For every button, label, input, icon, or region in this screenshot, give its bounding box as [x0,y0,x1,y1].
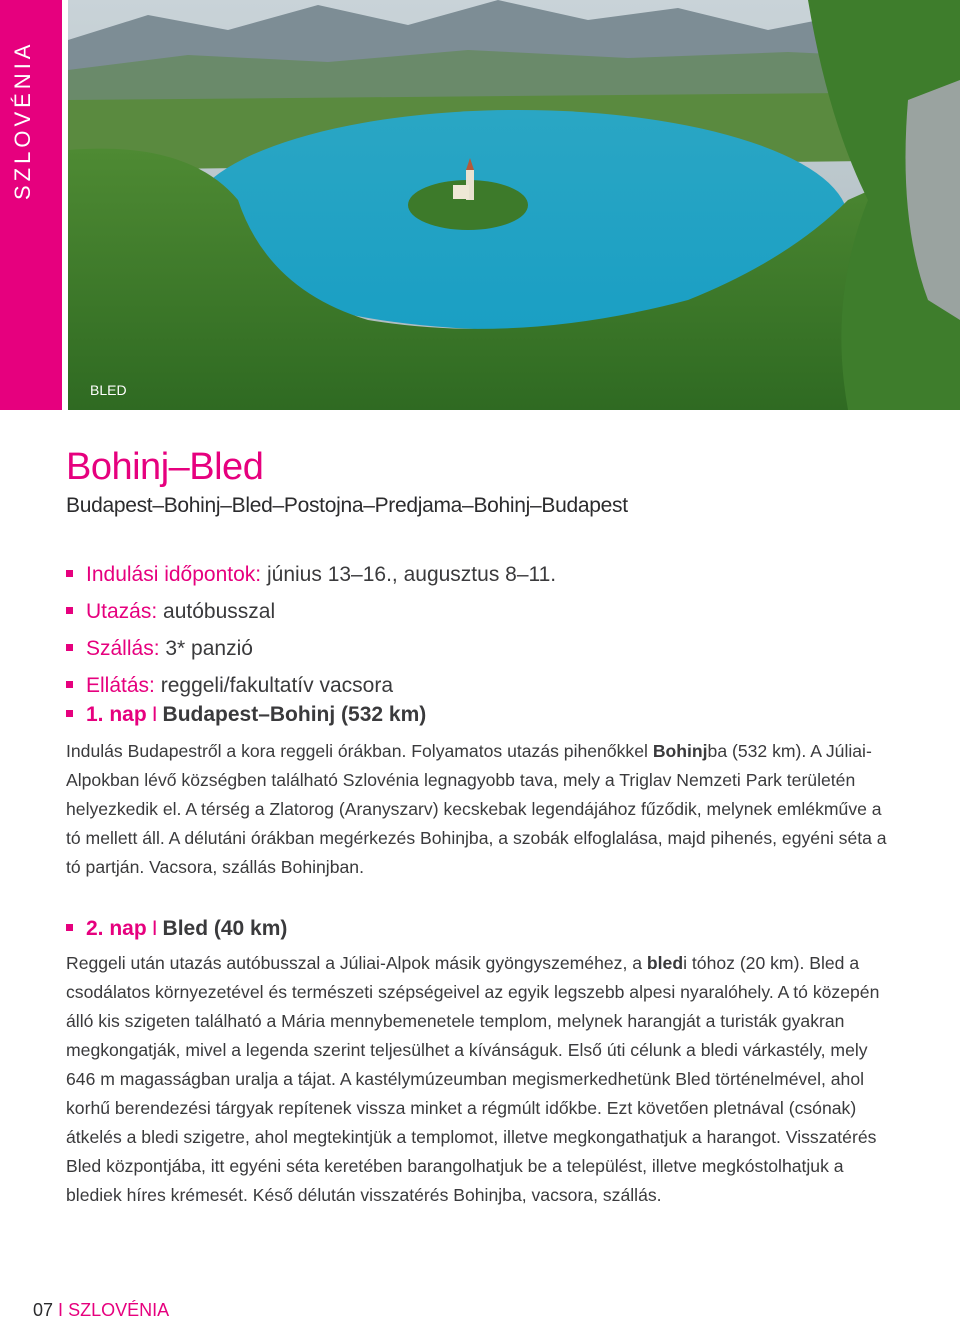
fact-accommodation [66,637,556,674]
bullet-icon [66,710,73,717]
photo-caption: BLED [90,382,127,398]
fact-value: június 13–16., augusztus 8–11. [266,563,557,586]
bullet-icon [66,924,73,931]
day-title: Budapest–Bohinj (532 km) [162,703,427,726]
text-part: i tóhoz (20 km). Bled a csodálatos környezetével és természeti szépségeivel az egyik legszebb alpesi nyaralóhely. A tó közepén álló kis szigeten található a Mária mennybemenetele templom, melynek harangját a turisták gyakran megkongatják, mivel a legenda szerint teljesülhet a kívánságuk. Első úti célunk a bledi várkastély, mely 646 m magasságban uralja a tájat. A kastélymúzeumban megismerkedhetünk Bled történelmével, ahol korhű berendezési tárgyak repítenek vissza minket a régmúlt időkbe. Ezt követően pletnával (csónak) átkelés a bledi szigetre, ahol megtekintjük a templomot, illetve megkongathatjuk a harangot. Visszatérés Bled központjába, itt egyéni séta keretében barangolhatjuk be a települést, illetve megkóstolhatjuk a blediek híres krémesét. Késő délután visszatérés Bohinjba, vacsora, szállás. [66,953,880,1205]
fact-value: reggeli/fakultatív vacsora [160,674,394,697]
highlight-bohinj: Bohinj [652,741,708,761]
footer-title: SZLOVÉNIA [68,1300,170,1320]
fact-label: Utazás: [86,600,158,623]
day-2-text [66,949,896,1210]
day-2-heading [66,917,287,941]
day-title: Bled (40 km) [162,917,288,940]
fact-label: Ellátás: [86,674,155,697]
page-footer [33,1300,169,1321]
page-title: Bohinj–Bled [66,446,264,488]
day-1-heading [66,703,426,727]
day-number: 2. nap [86,917,147,940]
footer-separator: I [58,1300,64,1320]
side-band [0,0,62,410]
trip-facts [66,563,556,711]
fact-value: autóbusszal [163,600,276,623]
fact-departure [66,563,556,600]
page-number: 07 [33,1300,54,1320]
day-1-text [66,737,896,882]
separator: I [151,917,158,940]
bullet-icon [66,644,73,651]
fact-label: Szállás: [86,637,160,660]
text-part: Indulás Budapestről a kora reggeli órákban. Folyamatos utazás pihenőkkel [66,741,653,761]
lake-bled-photo [68,0,960,410]
route-subtitle: Budapest–Bohinj–Bled–Postojna–Predjama–Bohinj–Budapest [66,494,628,517]
bullet-icon [66,681,73,688]
fact-travel [66,600,556,637]
separator: I [151,703,158,726]
bullet-icon [66,570,73,577]
photo-graphic [68,0,960,410]
side-label: SZLOVÉNIA [10,40,35,200]
bullet-icon [66,607,73,614]
fact-label: Indulási időpontok: [86,563,262,586]
highlight-bled: bled [646,953,684,973]
text-part: Reggeli után utazás autóbusszal a Júliai-Alpok másik gyöngyszeméhez, a [66,953,647,973]
text-part: ba (532 km). A Júliai-Alpokban lévő községben található Szlovénia legnagyobb tava, mely a Triglav Nemzeti Park területén helyezkedik el. A térség a Zlatorog (Aranyszarv) kecskebak legendájához fűződik, melynek emlékműve a tó mellett áll. A délutáni órákban megérkezés Bohinjba, a szobák elfoglalása, majd pihenés, egyéni séta a tó partján. Vacsora, szállás Bohinjban. [66,741,887,877]
fact-value: 3* panzió [165,637,253,660]
day-number: 1. nap [86,703,147,726]
